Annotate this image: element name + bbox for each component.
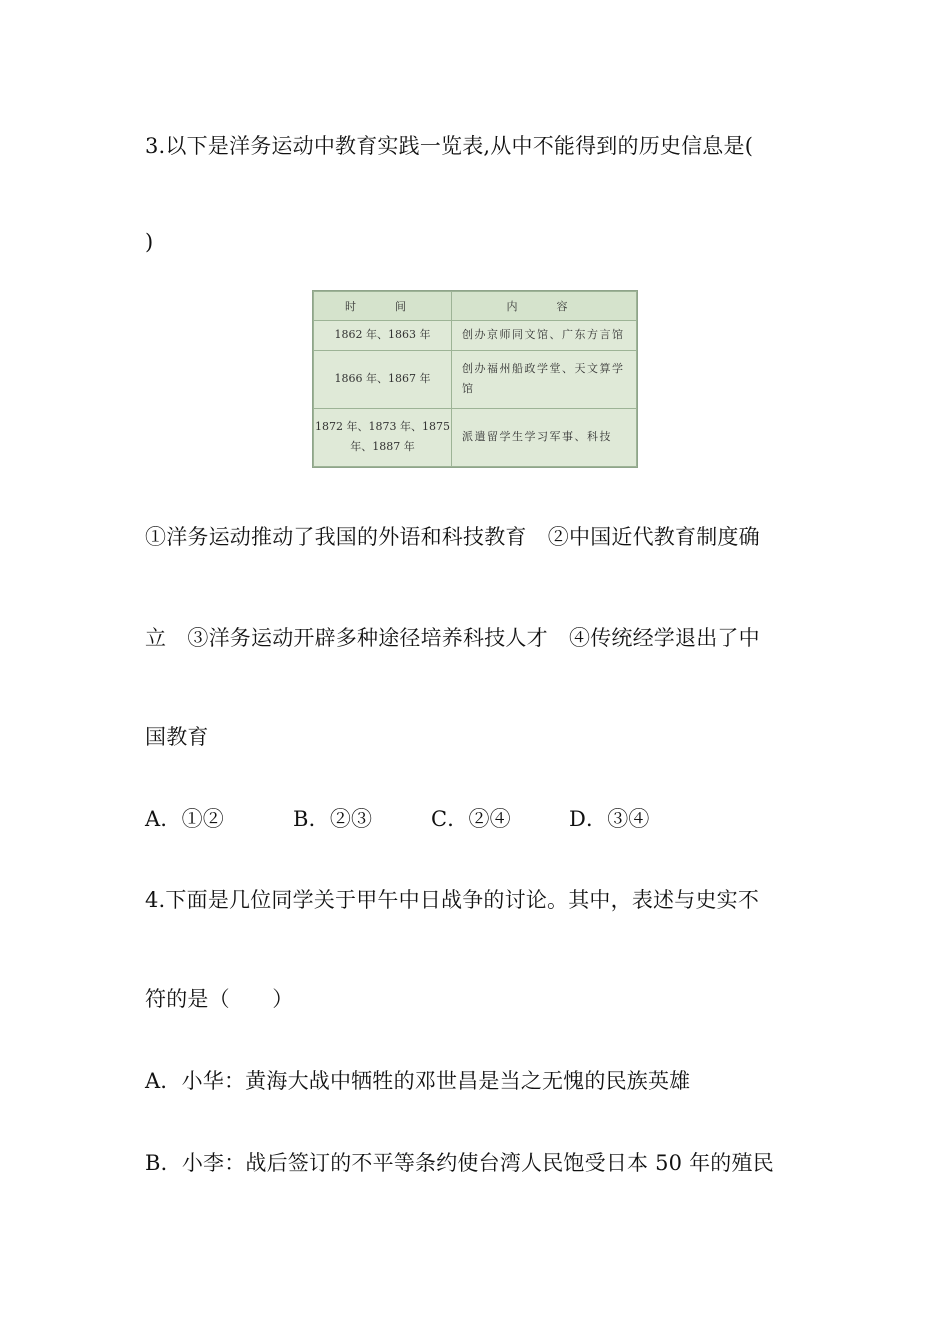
table-cell-content: 创办京师同文馆、广东方言馆 <box>452 321 637 351</box>
choice-a[interactable]: A．①② <box>145 807 224 831</box>
statements-line-2: 立 ③洋务运动开辟多种途径培养科技人才 ④传统经学退出了中 <box>145 626 760 650</box>
education-practice-table <box>312 290 638 468</box>
table-cell-content: 派遣留学生学习军事、科技 <box>452 408 637 466</box>
statements-line-1: ①洋务运动推动了我国的外语和科技教育 ②中国近代教育制度确 <box>145 525 760 549</box>
table-cell-time: 1866 年、1867 年 <box>314 350 452 408</box>
question-3-stem-line-1: 3.以下是洋务运动中教育实践一览表,从中不能得到的历史信息是( <box>145 134 754 158</box>
table-row <box>314 321 637 351</box>
table-cell-content: 创办福州船政学堂、天文算学馆 <box>452 350 637 408</box>
question-4-option-b[interactable]: B．小李：战后签订的不平等条约使台湾人民饱受日本 50 年的殖民 <box>145 1151 774 1175</box>
choice-d[interactable]: D．③④ <box>569 807 650 831</box>
table-row <box>314 350 637 408</box>
answer-choices <box>145 806 650 832</box>
table-header-row <box>314 292 637 321</box>
question-4-option-a[interactable]: A．小华：黄海大战中牺牲的邓世昌是当之无愧的民族英雄 <box>145 1069 691 1093</box>
choice-c[interactable]: C．②④ <box>431 807 511 831</box>
table-row <box>314 408 637 466</box>
table-header-content: 内 容 <box>452 292 637 321</box>
statements-line-3: 国教育 <box>145 725 209 749</box>
table-cell-time: 1862 年、1863 年 <box>314 321 452 351</box>
table-cell-time: 1872 年、1873 年、1875 年、1887 年 <box>314 408 452 466</box>
question-4-stem-line-1: 4.下面是几位同学关于甲午中日战争的讨论。其中，表述与史实不 <box>145 888 760 912</box>
question-4-stem-line-2: 符的是（ ） <box>145 987 294 1011</box>
table-header-time: 时 间 <box>314 292 452 321</box>
choice-b[interactable]: B．②③ <box>293 807 373 831</box>
question-3-stem-line-2: ) <box>145 230 154 254</box>
